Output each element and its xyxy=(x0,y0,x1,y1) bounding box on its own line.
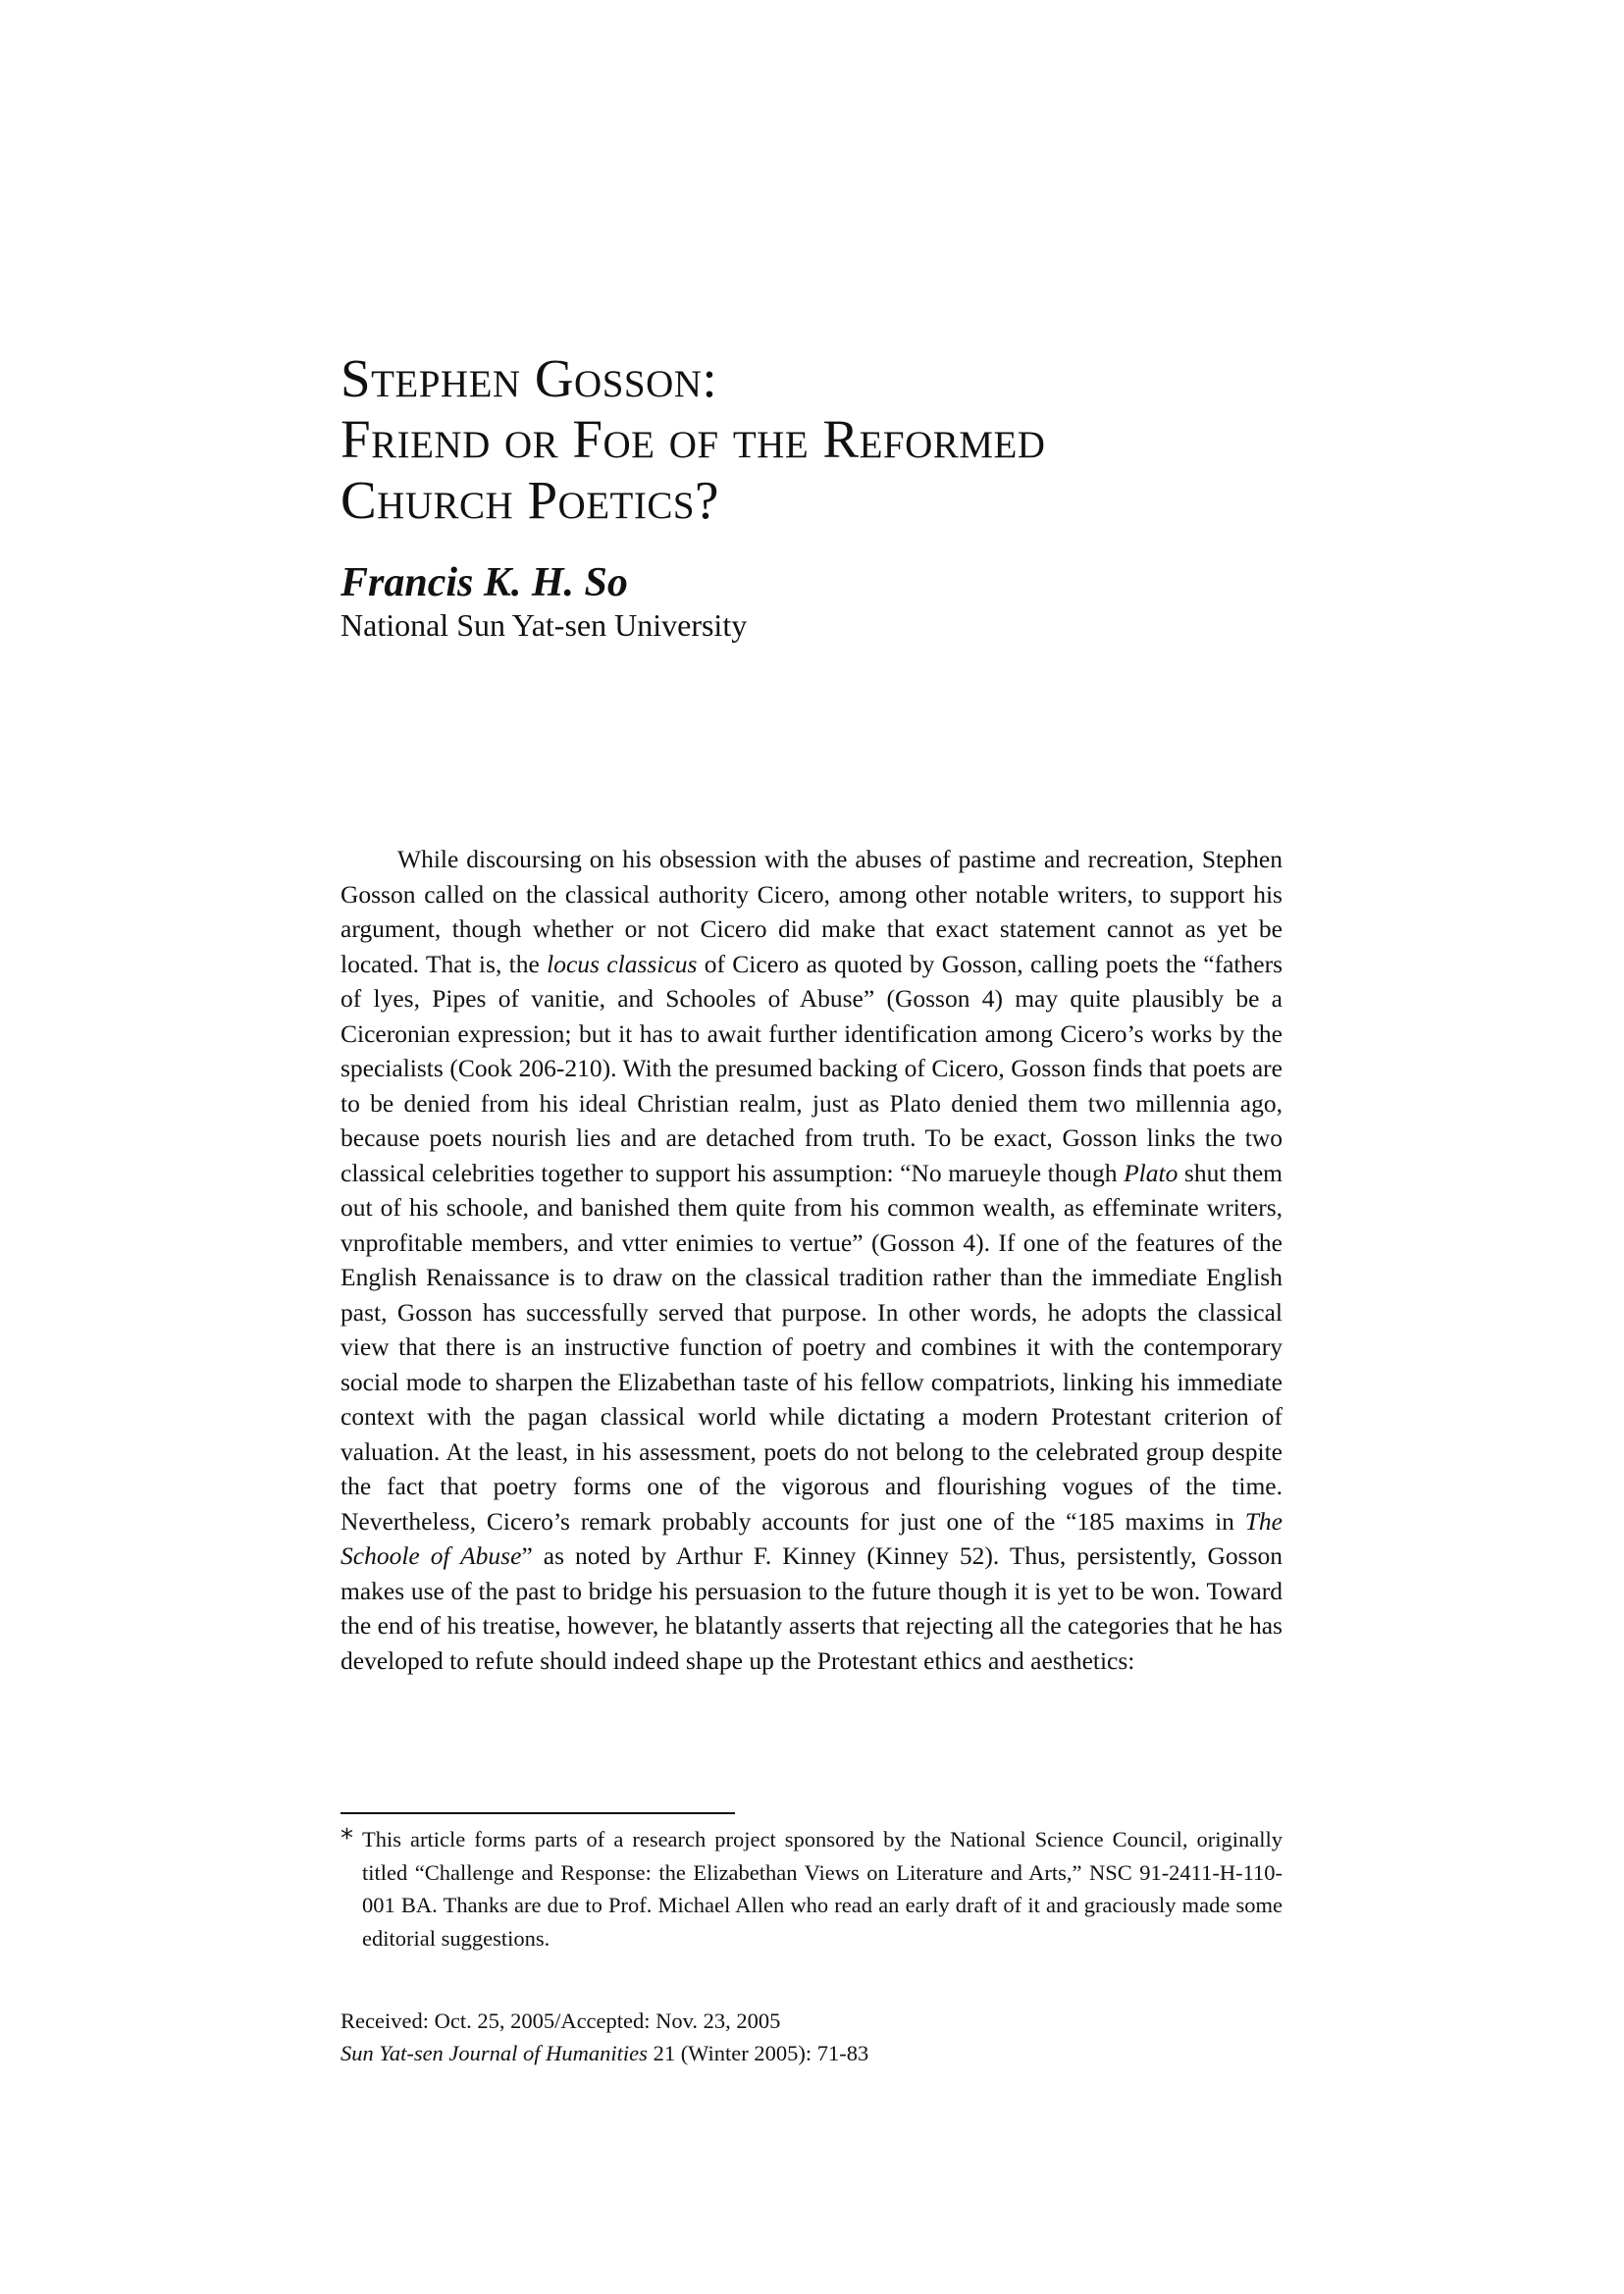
received-accepted-dates: Received: Oct. 25, 2005/Accepted: Nov. 23, 2005 xyxy=(341,2008,781,2033)
footnote-marker: * xyxy=(341,1824,353,1853)
body-italic-term: Plato xyxy=(1124,1158,1179,1187)
body-text: While discoursing on his obsession with the abuses of pastime and recreation, Stephen Gosson called on the classical authority Cicero, among other notable writers, to support his argument, though whether or not Cicero did make that exact statement cannot as yet be located. That is, the xyxy=(341,845,1283,978)
body-text: shut them out of his schoole, and banished them quite from his common wealth, as effeminate writers, vnprofitable members, and vtter enimies to vertue” (Gosson 4). If one of the features of the English Renaissance is to draw on the classical tradition rather than the immediate English past, Gosson has successfully served that purpose. In other words, he adopts the classical view that there is an instructive function of poetry and combines it with the contemporary social mode to sharpen the Elizabethan taste of his fellow compatriots, linking his immediate context with the pagan classical world while dictating a modern Protestant criterion of valuation. At the least, in his assessment, poets do not belong to the celebrated group despite the fact that poetry forms one of the vigorous and flourishing vogues of the time. Nevertheless, Cicero’s remark probably accounts for just one of the “185 maxims in xyxy=(341,1158,1283,1536)
footnote-divider xyxy=(341,1812,735,1814)
journal-name: Sun Yat-sen Journal of Humanities xyxy=(341,2041,648,2065)
title-line: Stephen Gosson: xyxy=(341,348,718,408)
body-text: ” as noted by Arthur F. Kinney (Kinney 52). Thus, persistently, Gosson makes use of the past to bridge his persuasion to the future though it is yet to be won. Toward the end of his treatise, however, he blatantly asserts that rejecting all the categories that he has developed to refute should indeed shape up the Protestant ethics and aesthetics: xyxy=(341,1541,1283,1675)
title-line: Friend or Foe of the Reformed xyxy=(341,409,1046,469)
journal-details: 21 (Winter 2005): 71-83 xyxy=(647,2041,869,2065)
body-italic-title: The Schoole of Abuse xyxy=(341,1506,1283,1570)
footnote-text: This article forms parts of a research project sponsored by the National Science Council, originally titled “Challenge and Response: the Elizabethan Views on Literature and Arts,” NSC 91-2411-H-110-001 BA. Thanks are due to Prof. Michael Allen who read an early draft of it and graciously made some editorial suggestions. xyxy=(362,1827,1283,1951)
body-paragraph xyxy=(341,842,1283,1678)
paper-title xyxy=(341,348,1283,531)
author-name: Francis K. H. So xyxy=(341,560,628,605)
body-italic-term: locus classicus xyxy=(547,949,698,978)
footnote xyxy=(341,1823,1283,1955)
body-text: of Cicero as quoted by Gosson, calling poets the “fathers of lyes, Pipes of vanitie, and Schooles of Abuse” (Gosson 4) may quite plausibly be a Ciceronian expression; but it has to await further identification among Cicero’s works by the specialists (Cook 206-210). With the presumed backing of Cicero, Gosson finds that poets are to be denied from his ideal Christian realm, just as Plato denied them two millennia ago, because poets nourish lies and are detached from truth. To be exact, Gosson links the two classical celebrities together to support his assumption: “No marueyle though xyxy=(341,949,1283,1187)
paper-page xyxy=(341,0,1283,2294)
title-line: Church Poetics? xyxy=(341,470,719,530)
author-affiliation: National Sun Yat-sen University xyxy=(341,607,748,643)
journal-citation xyxy=(341,2037,868,2069)
